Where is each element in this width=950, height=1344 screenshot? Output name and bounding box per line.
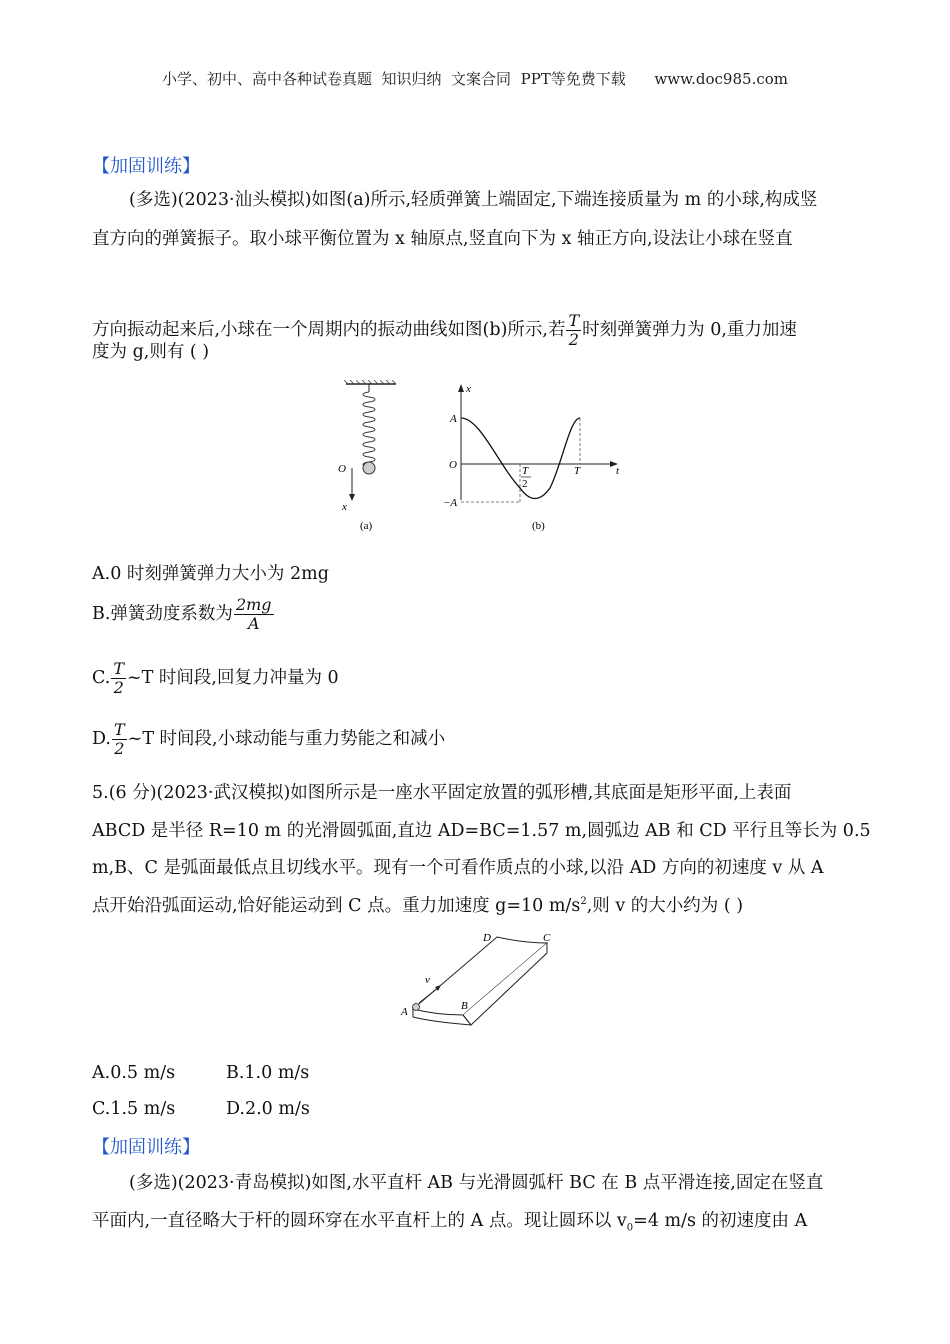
q5-option-a: A.0.5 m/s [92,1063,176,1083]
q5-line-3: m,B、C 是弧面最低点且切线水平。现有一个可看作质点的小球,以沿 AD 方向的初速度 v 从 A [92,858,824,878]
q5-figure [395,925,565,1035]
q4-line-1: (多选)(2023·汕头模拟)如图(a)所示,轻质弹簧上端固定,下端连接质量为 m 的小球,构成竖 [129,190,818,210]
q6-line-1: (多选)(2023·青岛模拟)如图,水平直杆 AB 与光滑圆弧杆 BC 在 B 点平滑连接,固定在竖直 [129,1173,824,1193]
label-t-half-num: T [522,465,529,477]
label-o-b: O [449,459,457,471]
label-t-half-den: 2 [522,478,528,490]
q4-option-a: A.0 时刻弹簧弹力大小为 2mg [92,564,329,584]
label-x-b: x [466,383,471,395]
q5-line-4: 点开始沿弧面运动,恰好能运动到 C 点。重力加速度 g=10 $m/s^2$,则 v 的大小约为 ( ) [92,896,744,916]
q5-line-1: 5.(6 分)(2023·武汉模拟)如图所示是一座水平固定放置的弧形槽,其底面是矩形平面,上表面 [92,783,792,803]
label-d-trough: D [483,932,491,944]
page-header: 小学、初中、高中各种试卷真题 知识归纳 文案合同 PPT等免费下载 www.doc985.com [161,70,788,88]
q4-line-3a: 方向振动起来后,小球在一个周期内的振动曲线如图(b)所示,若 [92,320,566,340]
label-b-trough: B [461,1000,468,1012]
label-neg-a: −A [443,497,458,509]
label-t-period: T [574,465,581,477]
q4-line-3b: 时刻弹簧弹力为 0,重力加速 [582,320,797,340]
arc-trough-figure [400,932,551,1025]
q4-line-4: 度为 g,则有 ( ) [92,342,210,362]
fraction-t-over-2: $\frac{T}{2}$ [568,311,580,349]
fraction-2mg-over-a: $\frac{2mg}{A}$ [235,595,272,633]
section-label: 【加固训练】 [92,156,200,177]
fraction-t-over-2-c: $\frac{T}{2}$ [113,659,125,697]
q6-line-2: 平面内,一直径略大于杆的圆环穿在水平直杆上的 A 点。现让圆环以 $v_0=4$ m/s 的初速度由 A [92,1211,808,1234]
label-v: v [425,974,430,986]
section-label-2: 【加固训练】 [92,1137,200,1158]
figure-a-label: (a) [360,520,373,532]
q5-option-d: D.2.0 m/s [226,1099,310,1119]
figure-b-label: (b) [532,520,545,532]
q5-option-c: C.1.5 m/s [92,1099,176,1119]
label-o-a: O [338,463,346,475]
q4-figure [330,380,630,540]
label-a: A [450,413,457,425]
q4-option-b: B.弹簧劲度系数为 $\frac{2mg}{A}$ [92,595,272,633]
label-c-trough: C [543,932,551,944]
oscillation-curve-figure [443,383,620,532]
q4-option-c: C. $\frac{T}{2}$ ~T 时间段,回复力冲量为 0 [92,659,339,697]
q4-option-d: D. $\frac{T}{2}$ ~T 时间段,小球动能与重力势能之和减小 [92,720,446,758]
q5-line-2: ABCD 是半径 R=10 m 的光滑圆弧面,直边 AD=BC=1.57 m,圆弧边 AB 和 CD 平行且等长为 0.5 [92,821,871,841]
q5-option-b: B.1.0 m/s [226,1063,310,1083]
spring-oscillator-figure [338,380,396,532]
label-a-trough: A [401,1006,408,1018]
label-t-axis: t [616,465,620,477]
q4-line-2: 直方向的弹簧振子。取小球平衡位置为 x 轴原点,竖直向下为 x 轴正方向,设法让小球在竖直 [92,229,793,249]
label-x-a: x [342,501,347,513]
fraction-t-over-2-d: $\frac{T}{2}$ [113,720,125,758]
